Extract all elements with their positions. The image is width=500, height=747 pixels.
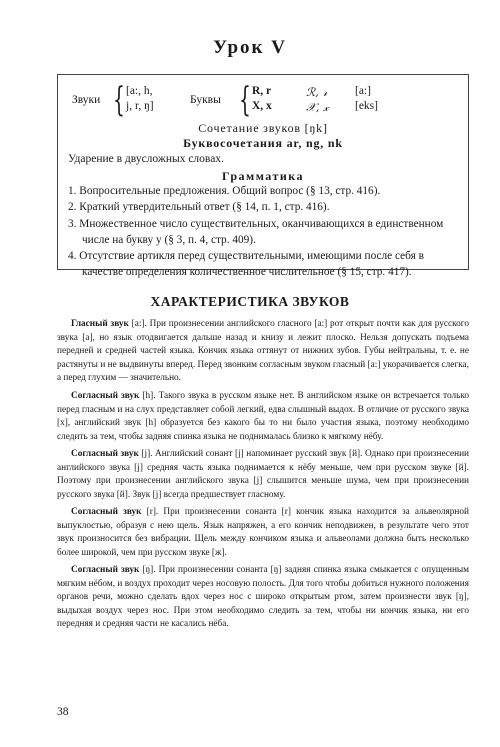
page-number: 38 bbox=[57, 706, 69, 718]
letters-label: Буквы bbox=[190, 94, 221, 106]
paragraph-heading: Согласный звук bbox=[71, 449, 139, 459]
sound-combination-line: Сочетание звуков [ŋk] bbox=[198, 121, 328, 135]
lesson-title: Урок V bbox=[213, 37, 287, 58]
paragraph-heading: Согласный звук bbox=[71, 507, 142, 517]
stress-line: Ударение в двусложных словах. bbox=[68, 153, 224, 165]
letters-line-1: R, r bbox=[252, 85, 272, 97]
grammar-item: 3. Множественное число существительных, оканчивающихся в единственном числе на букву y (§ 3, п. 4, стр. 409). bbox=[68, 217, 444, 246]
sounds-line-1: [a:, h, bbox=[126, 85, 153, 97]
paragraph-text: [j]. Английский сонант [j] напоминает русский звук [й]. Однако при произнесении английского звука [j] средняя часть языка поднимается к нёбу меньше, чем при русском звуке [й]. Поэтому при произнесении английского звука [j] слышится меньше шума, чем при произнесении русского звука [й]. Звук [j] всегда предшествует гласному. bbox=[57, 449, 470, 500]
section-title: ХАРАКТЕРИСТИКА ЗВУКОВ bbox=[150, 294, 350, 309]
paragraph-consonant-j bbox=[57, 448, 469, 502]
lesson-summary-box bbox=[57, 74, 469, 279]
paragraph-heading: Согласный звук bbox=[71, 391, 140, 401]
paragraph-text: [a:]. При произнесении английского гласного [a:] рот открыт почти как для русского звука [а], но язык отодвигается дальше назад и книзу и лежит плоско. Нельзя допускать подъема передней и средней частей языка. Кончик языка оттянут от нижних зубов. Губы нейтральны, т. е. не растянуты и не выдвинуты вперед. Перед звонким согласным звуком гласный [a:] укорачивается слегка, а перед глухим — значительно. bbox=[57, 319, 469, 384]
sounds-label: Звуки bbox=[72, 94, 101, 106]
paragraph-consonant-r bbox=[57, 506, 469, 560]
paragraph-text: [ŋ]. При произнесении сонанта [ŋ] задняя спинка языка смыкается с опущенным мягким нёбом, и воздух проходит через носовую полость. Для того чтобы добиться нужного положения органов речи, можно сделать вдох через нос с широко открытым ртом, затем произнести звук [ŋ], выдыхая воздух через нос. При этом необходимо следить за тем, чтобы ни кончик языка, ни его передняя и средняя части не касались нёба. bbox=[57, 565, 469, 630]
cursive-letters-line-2: 𝒳, 𝓍 bbox=[306, 100, 329, 114]
paragraph-heading: Гласный звук bbox=[71, 319, 129, 329]
letter-combination-line: Буквосочетания ar, ng, nk bbox=[183, 136, 343, 150]
paragraph-text: [r]. При произнесении сонанта [r] кончик языка находится за альвеолярной выпуклостью, образуя с нею щель. Язык напряжен, а его кончик неподвижен, в результате чего этот звук произносится без вибрации. Щель между кончиком языка и альвеолами должна быть несколько более широкой, чем при русском звуке [ж]. bbox=[57, 507, 469, 558]
grammar-title: Грамматика bbox=[221, 169, 305, 183]
paragraph-consonant-ng bbox=[57, 564, 469, 632]
cursive-letters-line-1: ℛ, 𝓇 bbox=[306, 85, 328, 99]
transcription-line-1: [a:] bbox=[355, 85, 371, 97]
sounds-brace: { bbox=[113, 80, 125, 120]
grammar-item: 4. Отсутствие артикля перед существительными, имеющими после себя в качестве определения количественное числительное (§ 15, стр. 417). bbox=[68, 250, 424, 279]
sounds-line-2: j, r, ŋ] bbox=[126, 100, 154, 112]
paragraph-text: [h]. Такого звука в русском языке нет. В английском языке он встречается только перед гласным и на слух представляет собой легкий, едва слышный выдох. В отличие от русского звука [х], английский звук [h] образуется без какого бы то ни было участия языка, поэтому необходимо следить за тем, чтобы задняя спинка языка не поднималась близко к мягкому нёбу. bbox=[57, 391, 469, 442]
paragraph-vowel-a bbox=[57, 318, 469, 386]
grammar-list bbox=[68, 183, 460, 281]
grammar-item: 1. Вопросительные предложения. Общий вопрос (§ 13, стр. 416). bbox=[68, 185, 381, 197]
transcription-line-2: [eks] bbox=[355, 100, 378, 112]
grammar-item: 2. Краткий утвердительный ответ (§ 14, п. 1, стр. 416). bbox=[68, 201, 330, 214]
letters-brace: { bbox=[239, 80, 251, 120]
paragraph-heading: Согласный звук bbox=[71, 565, 140, 575]
letters-line-2: X, x bbox=[252, 100, 272, 112]
paragraph-consonant-h bbox=[57, 390, 469, 444]
